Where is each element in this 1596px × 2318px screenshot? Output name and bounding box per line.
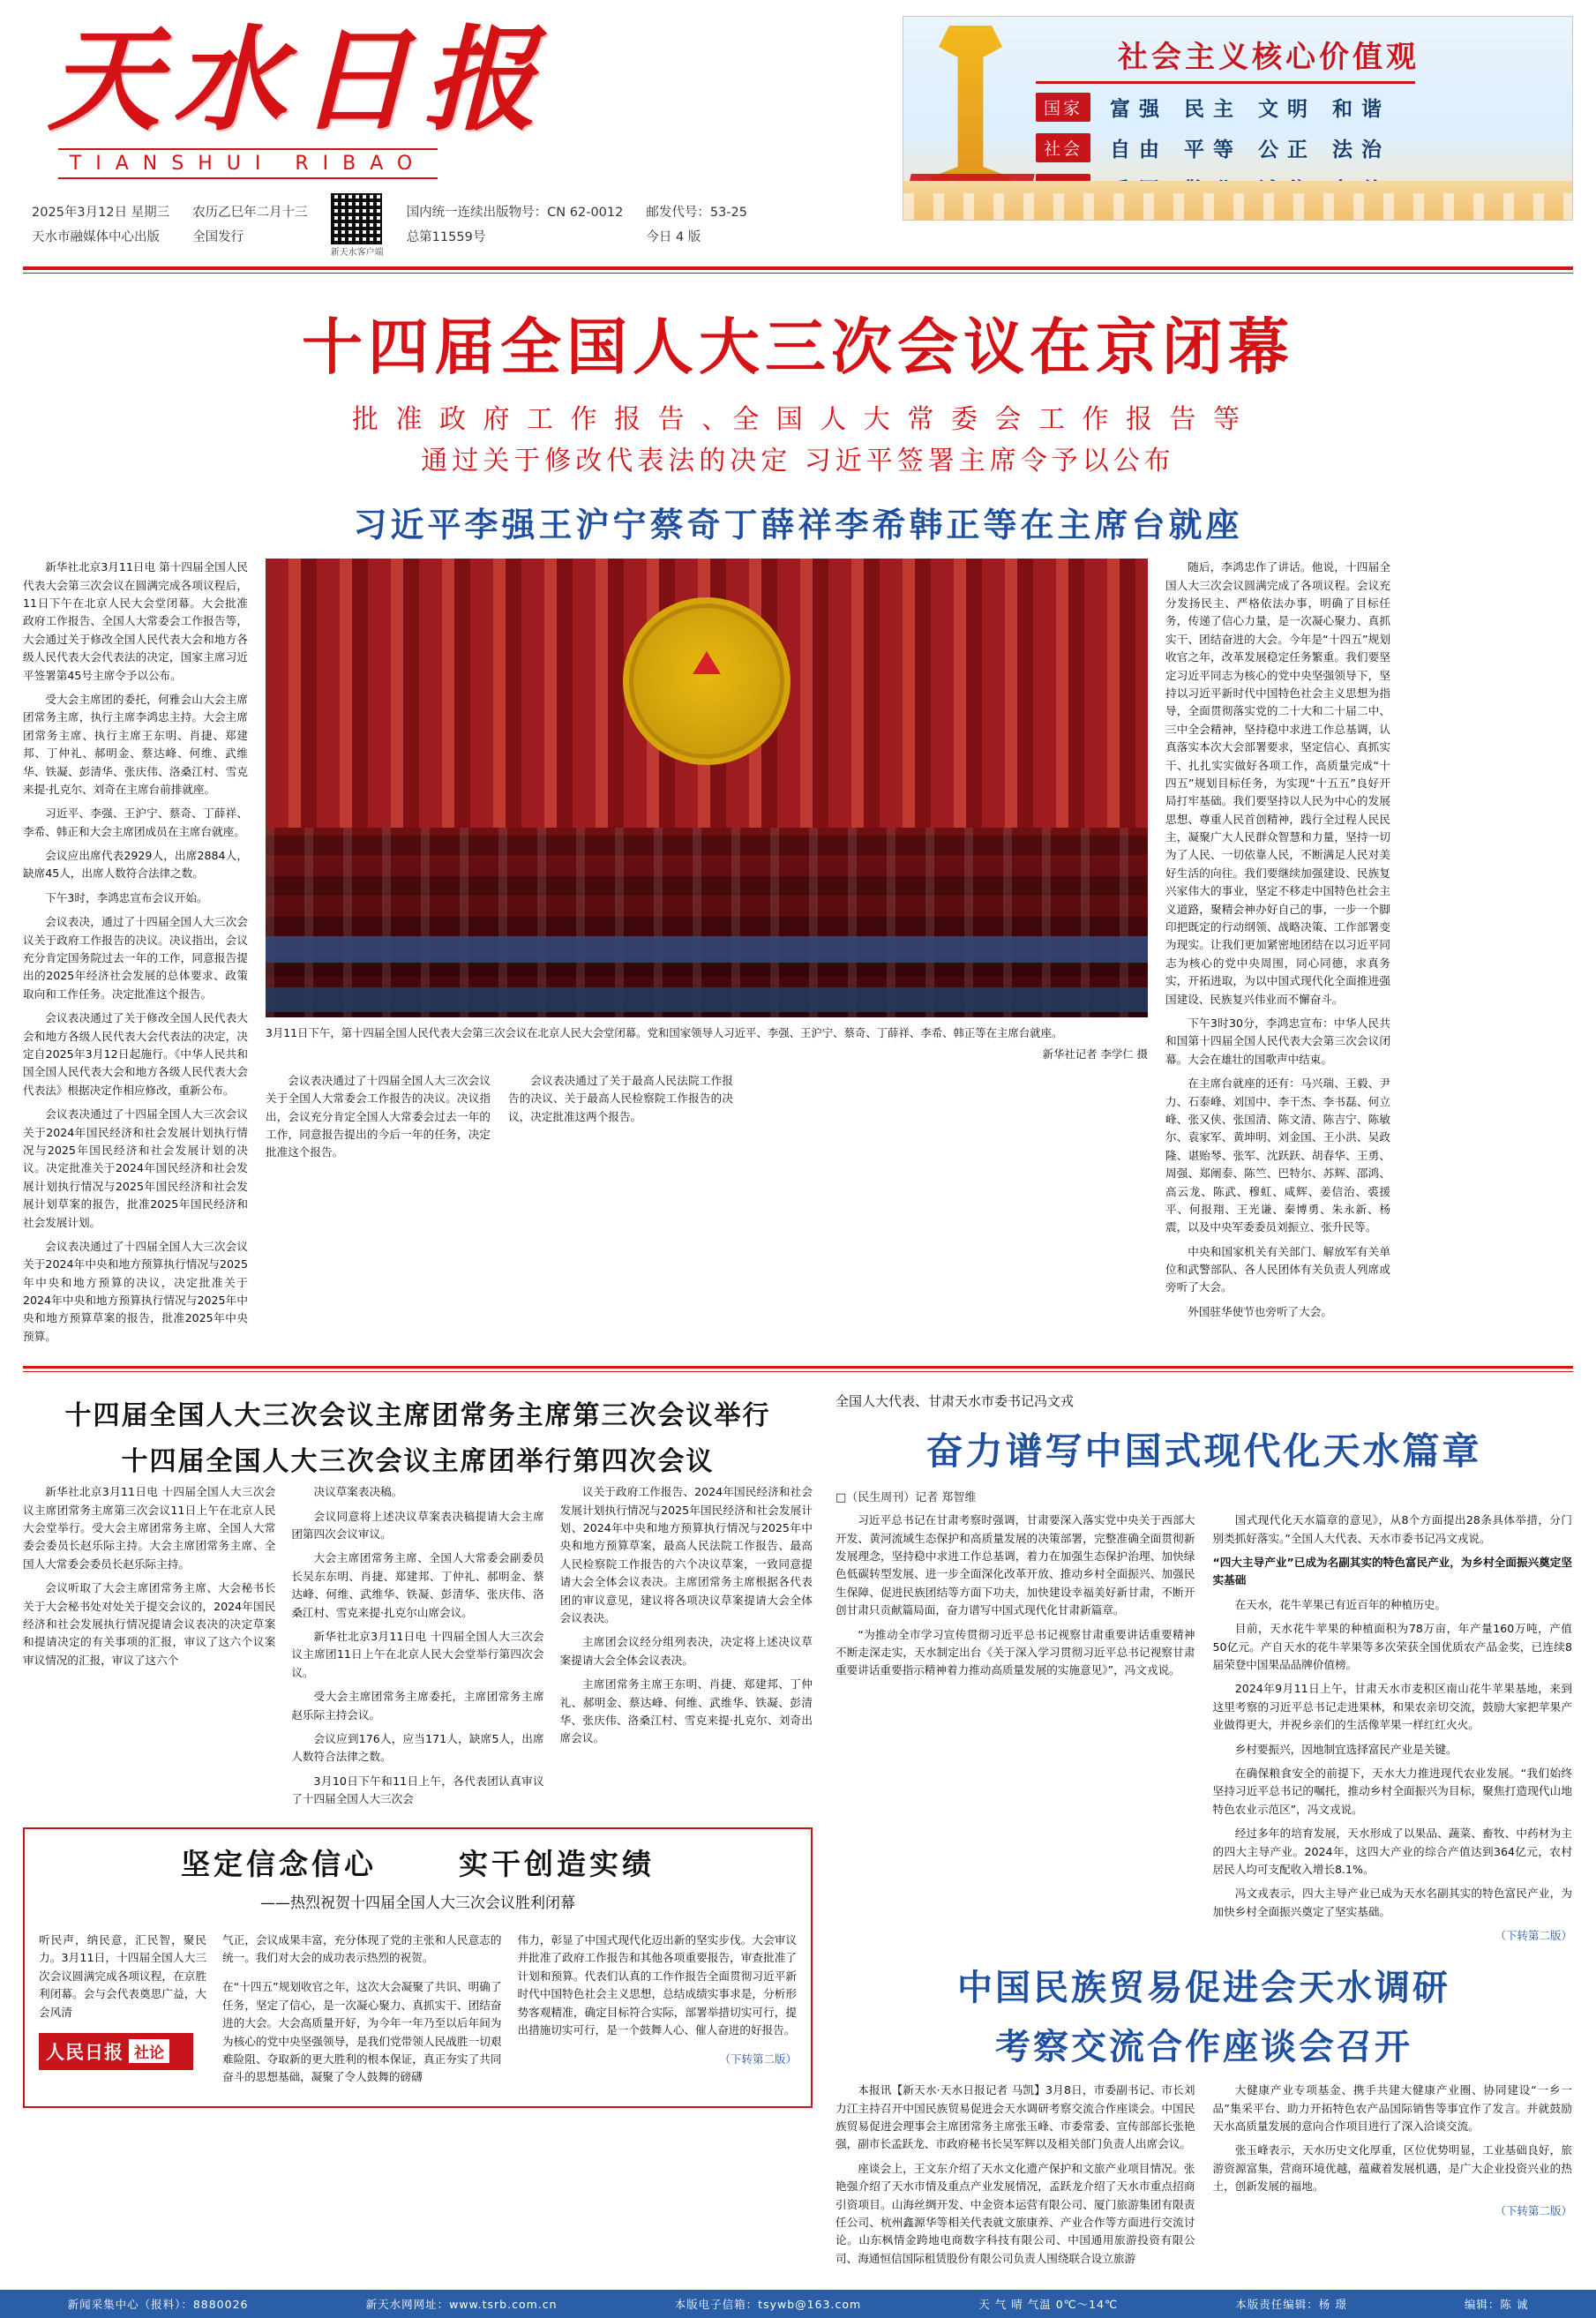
post-code: 邮发代号：53-25 <box>646 206 747 221</box>
paragraph: 国式现代化天水篇章的意见》，从8个方面提出28条具体举措，分门别类抓好落实。”全国人大代表、天水市委书记冯文戎说。 <box>1212 1513 1572 1545</box>
rmrb-tag: 社论 <box>129 2039 169 2063</box>
paragraph: 在主席台就座的还有：马兴瑞、王毅、尹力、石泰峰、刘国中、李干杰、李书磊、何立峰、张又侠、张国清、陈文清、陈吉宁、陈敏尔、袁家军、黄坤明、刘金国、王小洪、吴政隆、谌贻琴、张军、沈跃跃、胡春华、王勇、周强、郑阐泰、陈竺、巴特尔、苏辉、邵鸿、高云龙、陈武、穆虹、咸辉、姜信治、裘援平、何报翔、王光谦、秦博勇、朱永新、杨震，以及中央军委委员刘振立、张升民等。 <box>1165 1076 1390 1234</box>
paragraph: 受大会主席团的委托，何雅会山大会主席团常务主席，执行主席李鸿忠主持。大会主席团常务主席、执行主席王东明、肖捷、郑建邦、丁仲礼、郝明金、蔡达峰、何维、武维华、铁凝、彭清华、张庆伟、洛桑江村、雪克来提·扎克尔、刘奇在主席台前排就座。 <box>23 692 248 796</box>
paragraph: 会议表决通过了十四届全国人大三次会议关于2024年中央和地方预算执行情况与2025年中央和地方预算的决议，决定批准关于2024年中央和地方预算执行情况与2025年中央和地方预算草案的报告，批准2025年中央预算。 <box>23 1239 248 1343</box>
national-emblem-icon <box>623 597 791 765</box>
paragraph: 冯文戎表示，四大主导产业已成为天水名副其实的特色富民产业，为加快乡村全面振兴奠定了坚实基础。 <box>1212 1887 1572 1918</box>
paragraph: 会议应到176人，应当171人，缺席5人，出席人数符合法律之数。 <box>291 1731 544 1764</box>
core-values-words: 自由 平等 公正 法治 <box>1110 138 1391 161</box>
lead-subhead-blue: 习近平李强王沪宁蔡奇丁薛祥李希韩正等在主席台就座 <box>353 505 1243 545</box>
paragraph: 习近平总书记在甘肃考察时强调，甘肃要深入落实党中央关于西部大开发、黄河流域生态保护和高质量发展的决策部署，完整准确全面贯彻新发展理念，坚持稳中求进工作总基调，着力在加强生态保护治理、加快绿色低碳转型发展、进一步全面深化改革开放、推动乡村全面振兴、加强民生保障、促进民族团结等方面下功夫，加快建设幸福美好新甘肃，不断开创甘肃只贡献篇局面，奋力谱写中国式现代化甘肃新篇章。 <box>835 1513 1195 1617</box>
feature-continuation[interactable]: （下转第二版） <box>1495 1929 1572 1943</box>
editorial-body <box>39 1921 797 2098</box>
masthead <box>23 16 1573 258</box>
feature-title: 奋力谱写中国式现代化天水篇章 <box>925 1429 1482 1474</box>
issue-number: 总第11559号 <box>406 229 486 244</box>
section-divider <box>23 1366 1573 1369</box>
paragraph: 新华社北京3月11日电 第十四届全国人民代表大会第三次会议在圆满完成各项议程后，11日下午在北京人民大会堂闭幕。大会批准政府工作报告、全国人大常委会工作报告等，大会通过关于修改全国人民代表大会和地方各级人民代表大会代表法的决定，国家主席习近平签署第45号主席令予以公布。 <box>23 560 248 682</box>
core-values-tag: 社会 <box>1036 133 1090 162</box>
newspaper-pinyin: TIANSHUI RIBAO <box>58 148 438 179</box>
lead-body <box>23 559 1573 1352</box>
lead-column-right <box>1165 559 1390 1352</box>
lead-column-mid-1 <box>266 1072 491 1168</box>
paragraph: 伟力，彰显了中国式现代化迈出新的坚实步伐。大会审议并批准了政府工作报告和其他各项重要报告，审查批准了计划和预算。代表们认真的工作作报告全面贯彻习近平新时代中国特色社会主义思想，总结成绩实事求是，分析形势客观精准，确定目标符合实际，部署举措切实可行，提出措施切实可行，是一个鼓舞人心、催人奋进的好报告。 <box>517 1933 797 2037</box>
paragraph: 下午3时，李鸿忠宣布会议开始。 <box>45 890 208 904</box>
paragraph: 大健康产业专项基金、携手共建大健康产业圈、协同建设“一乡一品”集采平台、助力开拓特色农产品国际销售等事宜作了发言。并就鼓励天水高质量发展的意向合作项目进行了深入洽谈交流。 <box>1212 2083 1572 2134</box>
lead-column-mid-2 <box>508 1072 733 1168</box>
footer-item: 天 气 晴 气温 0℃～14℃ <box>978 2298 1119 2312</box>
paragraph: 习近平、李强、王沪宁、蔡奇、丁薛祥、李希、韩正和大会主席团成员在主席台就座。 <box>23 806 248 838</box>
presidium-col-3 <box>560 1483 813 1814</box>
paragraph: 主席团会议经分组列表决，决定将上述决议草案提请大会全体会议表决。 <box>559 1635 813 1667</box>
trade-continuation[interactable]: （下转第二版） <box>1495 2203 1572 2217</box>
caption-columns <box>266 1072 1148 1168</box>
editorial-col-2 <box>222 1921 502 2098</box>
presidium-col-2 <box>291 1483 543 1814</box>
paragraph: 会议表决通过了关于修改全国人民代表大会和地方各级人民代表大会代表法的决定，决定自2025年3月12日起施行。《中华人民共和国全国人民代表大会和地方各级人民代表大会代表法》根据决定作相应修改，重新公布。 <box>23 1011 248 1097</box>
core-values-title: 社会主义核心价值观 <box>1118 40 1420 75</box>
masthead-meta <box>32 193 888 258</box>
cn-code: 国内统一连续出版物号：CN 62-0012 <box>406 206 624 221</box>
paragraph: 会议同意将上述决议草案表决稿提请大会主席团第四次会议审议。 <box>291 1509 544 1542</box>
footer-item[interactable]: 本版电子信箱：tsywb@163.com <box>674 2298 862 2312</box>
paragraph: 会议表决通过了十四届全国人大三次会议关于2024年国民经济和社会发展计划执行情况与2025年国民经济和社会发展计划的决议。决定批准关于2024年国民经济和社会发展计划执行情况与2025年国民经济和社会发展计划草案的报告，批准2025年国民经济和社会发展计划。 <box>23 1107 248 1229</box>
page-footer <box>0 2290 1596 2318</box>
newspaper-title: 天水日报 <box>48 14 550 146</box>
qr-code-icon[interactable] <box>331 193 382 244</box>
photo-caption <box>266 1024 1148 1063</box>
paragraph: 会议表决通过了关于最高人民法院工作报告的决议、关于最高人民检察院工作报告的决议，决定批准这两个报告。 <box>508 1073 733 1123</box>
masthead-lunar-col <box>192 201 308 250</box>
feature-subhead: “四大主导产业”已成为名副其实的特色富民产业，为乡村全面振兴奠定坚实基础 <box>1212 1556 1572 1587</box>
middle-section <box>23 1386 1573 2274</box>
rmrb-badge <box>39 2033 193 2070</box>
paragraph: 经过多年的培育发展，天水形成了以果品、蔬菜、畜牧、中药材为主的四大主导产业。2024年，这四大产业的综合产值达到364亿元，农村居民人均可支配收入增长8.1%。 <box>1212 1827 1572 1876</box>
paragraph: 大会主席团常务主席、全国人大常委会副委员长吴东东明、肖捷、郑建邦、丁仲礼、郝明金、蔡达峰、何维、武维华、铁凝、彭清华、张庆伟、洛桑江村、雪克来提·扎克尔山席会议。 <box>291 1551 544 1619</box>
footer-item[interactable]: 新天水网网址：www.tsrb.com.cn <box>365 2298 558 2312</box>
lead-column-left <box>23 559 248 1352</box>
issue-date: 2025年3月12日 星期三 <box>32 206 170 221</box>
core-values-row <box>1036 93 1572 122</box>
paragraph: 目前，天水花牛苹果的种植面积为78万亩，年产量160万吨，产值50亿元。产自天水的花牛苹果等多次荣获全国优质农产品金奖，已连续8届荣登中国果品品牌价值榜。 <box>1212 1622 1572 1671</box>
paragraph: 新华社北京3月11日电 十四届全国人大三次会议主席团11日上午在北京人民大会堂举行第四次会议。 <box>291 1629 544 1679</box>
lead-subhead-1: 批 准 政 府 工 作 报 告 、全 国 人 大 常 委 会 工 作 报 告 等 <box>351 404 1245 436</box>
lunar-date: 农历乙巳年二月十三 <box>192 206 308 221</box>
paragraph: 会议听取了大会主席团常务主席、大会秘书长关于大会秘书处对处关于提交会议的，2024年国民经济和社会发展执行情况提请会议表决的决定草案和提请决定的有关事项的汇报，审议了这六个议案审议情况的汇报，审议了这六个 <box>23 1581 276 1667</box>
editorial-subtitle: ——热烈祝贺十四届全国人大三次会议胜利闭幕 <box>260 1894 575 1912</box>
paragraph: 气正，会议成果丰富，充分体现了党的主张和人民意志的统一。我们对大会的成功表示热烈的祝贺。 <box>222 1933 502 1965</box>
paragraph: 会议应出席代表2929人，出席2884人，缺席45人，出席人数符合法律之数。 <box>23 849 248 881</box>
paragraph: 下午3时30分，李鸿忠宣布：中华人民共和国第十四届全国人民代表大会第三次会议闭幕。大会在雄壮的国歌声中结束。 <box>1165 1016 1390 1066</box>
paragraph: 新华社北京3月11日电 十四届全国人大三次会议主席团常务主席第三次会议11日上午在北京人民大会堂举行。受大会主席团常务主席、全国人大常委会委员长赵乐际主持。大会主席团常务主席、全国人大常委会委员长赵乐际主持。 <box>23 1485 276 1571</box>
paragraph: 会议表决通过了十四届全国人大三次会议关于全国人大常委会工作报告的决议。决议指出，会议充分肯定全国人大常委会过去一年的工作，同意报告提出的今后一年的任务，决定批准这个报告。 <box>266 1073 491 1159</box>
feature-byline: □（民生周刊）记者 郑智维 <box>835 1491 977 1505</box>
paragraph: 主席团常务主席王东明、肖捷、郑建邦、丁仲礼、郝明金、蔡达峰、何维、武维华、铁凝、彭清华、张庆伟、洛桑江村、雪克来提·扎克尔、刘奇出席会议。 <box>559 1677 813 1745</box>
feature-kicker: 全国人大代表、甘肃天水市委书记冯文戎 <box>835 1393 1075 1410</box>
skyline-decoration <box>903 181 1572 220</box>
rmrb-name: 人民日报 <box>46 2040 124 2063</box>
editorial-col-3 <box>518 1921 798 2098</box>
front-desk <box>266 987 1148 1012</box>
masthead-divider <box>23 266 1573 270</box>
lead-headline: 十四届全国人大三次会议在京闭幕 <box>302 311 1294 384</box>
trade-title-2: 考察交流合作座谈会召开 <box>995 2026 1412 2068</box>
qr-code-wrap[interactable] <box>331 193 384 258</box>
paragraph: 会议表决，通过了十四届全国人大三次会议关于政府工作报告的决议。决议指出，会议充分肯定国务院过去一年的工作，同意报告提出的2025年经济社会发展的总体要求、政策取向和工作任务。决定批准这个报告。 <box>23 915 248 1001</box>
paragraph: 决议草案表决稿。 <box>313 1485 403 1499</box>
section-divider-thin <box>23 1371 1573 1372</box>
lead-photo-block <box>266 559 1148 1352</box>
paragraph: 在“十四五”规划收官之年，这次大会凝聚了共识、明确了任务，坚定了信心，是一次凝心聚力、真抓实干、团结奋进的大会。大会高质量开好，为今年一年乃至以后年间为为核心的党中央坚强领导，是我们党带领人民战胜一切艰难险阻、夺取新的更大胜利的根本保证，真正夯实了共同奋斗的思想基础，凝聚了令人鼓舞的磅礴 <box>222 1980 502 2084</box>
paragraph: 议关于政府工作报告、2024年国民经济和社会发展计划执行情况与2025年国民经济和社会发展计划、2024年中央和地方预算执行情况与2025年中央和地方预算草案，最高人民法院工作报告、最高人民检察院工作报告的六个决议草案，一致同意提请大会全体会议表决。主席团常务主席根据各代表团的审议意见，建议将各项决议草案提请大会全体会议表决。 <box>559 1485 813 1624</box>
presidium-col-1 <box>23 1483 275 1814</box>
feature-col-1 <box>835 1512 1195 1951</box>
paragraph: 3月10日下午和11日上午，各代表团认真审议了十四届全国人大三次会 <box>291 1774 544 1806</box>
core-values-words: 富强 民主 文明 和谐 <box>1110 97 1391 121</box>
footer-item: 本版责任编辑：杨 璟 <box>1235 2298 1347 2312</box>
feature-col-2 <box>1213 1512 1573 1951</box>
qr-code-label: 新天水客户端 <box>330 248 384 259</box>
paragraph: 乡村要振兴，因地制宜选择富民产业是关键。 <box>1234 1742 1457 1756</box>
editorial-title-left: 坚定信念信心 <box>181 1846 378 1881</box>
core-values-row <box>1036 133 1572 162</box>
masthead-post-col <box>646 201 747 250</box>
editorial-title-right: 实干创造实绩 <box>458 1846 655 1881</box>
editorial-box <box>23 1827 813 2109</box>
editorial-title <box>39 1842 797 1883</box>
trade-col-1 <box>835 2082 1195 2274</box>
paragraph: 听民声，纳民意，汇民智，聚民力。3月11日，十四届全国人大三次会议圆满完成各项议程，在京胜利闭幕。会与会代表奠思广益，大会风清 <box>39 1933 206 2019</box>
feature-block <box>835 1386 1572 2274</box>
paragraph: 在确保粮食安全的前提下，天水大力推进现代农业发展。“我们始终坚持习近平总书记的嘱托，推动乡村全面振兴为目标，聚焦打造现代山地特色农业示范区”，冯文戎说。 <box>1212 1766 1572 1816</box>
paragraph: 外国驻华使节也旁听了大会。 <box>1188 1304 1332 1318</box>
footer-item: 编辑：陈 诚 <box>1464 2298 1529 2312</box>
core-values-banner <box>903 16 1573 221</box>
core-values-underline <box>1036 81 1415 84</box>
trade-columns <box>835 2082 1572 2274</box>
presidium-desk <box>266 936 1148 963</box>
footer-item: 新闻采集中心（报料）：8880026 <box>67 2298 249 2312</box>
masthead-date-col <box>32 201 169 250</box>
presidium-title-2: 十四届全国人大三次会议主席团举行第四次会议 <box>121 1446 715 1478</box>
paragraph: 受大会主席团常务主席委托，主席团常务主席赵乐际主持会议。 <box>291 1690 544 1722</box>
trade-title-1: 中国民族贸易促进会天水调研 <box>957 1967 1450 2009</box>
editorial-logo-col <box>39 1921 206 2098</box>
masthead-left <box>23 16 888 258</box>
paragraph: 张玉峰表示，天水历史文化厚重，区位优势明显，工业基础良好，旅游资源富集，营商环境优越，蕴藏着发展机遇，是广大企业投资兴业的热土，创新发展的福地。 <box>1212 2143 1572 2194</box>
paragraph: 2024年9月11日上午，甘肃天水市麦积区南山花牛苹果基地，来到这里考察的习近平总书记走进果林，和果农亲切交流，鼓励大家把苹果产业做得更大，并祝乡亲们的生活像苹果一样红红火火。 <box>1212 1682 1572 1732</box>
editorial-continuation[interactable]: （下转第二版） <box>719 2052 797 2067</box>
presidium-block <box>23 1386 813 2274</box>
feature-columns <box>835 1512 1572 1951</box>
publisher: 天水市融媒体中心出版 <box>32 229 160 244</box>
photo-caption-text: 3月11日下午，第十四届全国人民代表大会第三次会议在北京人民大会堂闭幕。党和国家领导人习近平、李强、王沪宁、蔡奇、丁薛祥、李希、韩正等在主席台就座。 <box>266 1026 1063 1040</box>
page-count: 今日 4 版 <box>646 229 701 244</box>
paragraph: 中央和国家机关有关部门、解放军有关单位和武警部队、各人民团体有关负责人列席或旁听了大会。 <box>1165 1244 1390 1294</box>
lead-subhead-2: 通过关于修改代表法的决定 习近平签署主席令予以公布 <box>421 445 1175 476</box>
trade-byline: 本报讯【新天水·天水日报记者 马凯】3月8日，市委副书记、市长刘力江主持召开中国民族贸易促进会天水调研考察交流合作座谈会。中国民族贸易促进会理事会主席团常务主席张玉峰、市委常委、宣传部部长张艳强，副市长孟跃龙、市政府秘书长吴军辉以及相关部门负责人出席会议。 <box>835 2083 1195 2151</box>
paragraph: 随后，李鸿忠作了讲话。他说，十四届全国人大三次会议圆满完成了各项议程。会议充分发扬民主、严格依法办事，明确了目标任务，传递了信心力量，是一次凝心聚力、真抓实干、团结奋进的大会。今年是“十四五”规划收官之年，改革发展稳定任务繁重。我们要坚定习近平同志为核心的党中央坚强领导下，坚持以习近平新时代中国特色社会主义思想为指导，全面贯彻落实党的二十大和二十届二中、三中全会精神，坚持稳中求进工作总基调，认真落实本次大会部署要求，坚定信心、真抓实干、扎扎实实做好各项工作，高质量完成“十四五”规划目标任务，为实现“十五五”良好开局打牢基础。我们要坚持以人民为中心的发展思想、尊重人民首创精神，践行全过程人民民主，凝聚广大人民群众智慧和力量，坚持一切为了人民、一切依靠人民，不断满足人民对美好生活的向往。我们要继续加强建设、民族复兴家伟大的事业，坚定不移走中国特色社会主义道路，聚精会神办好自己的事，一步一个脚印把既定的行动纲领、战略决策、工作部署变为现实。让我们更加紧密地团结在以习近平同志为核心的党中央周围，同心同德，求真务实，开拓进取，为以中国式现代化全面推进强国建设、民族复兴伟业而不懈奋斗。 <box>1165 560 1390 1006</box>
masthead-codes-col <box>407 201 624 250</box>
editorial-col-1 <box>39 1932 206 2022</box>
core-values-tag: 国家 <box>1036 93 1090 122</box>
trade-col-2 <box>1213 2082 1573 2274</box>
congress-photo <box>266 559 1148 1017</box>
masthead-divider-thin <box>23 273 1573 274</box>
presidium-title-1: 十四届全国人大三次会议主席团常务主席第三次会议举行 <box>64 1400 771 1432</box>
photo-credit: 新华社记者 李学仁 摄 <box>1042 1047 1148 1061</box>
paragraph: 在天水，花牛苹果已有近百年的种植历史。 <box>1234 1597 1446 1611</box>
presidium-columns <box>23 1483 813 1814</box>
paragraph: “为推动全市学习宣传贯彻习近平总书记视察甘肃重要讲话重要精神不断走深走实，天水制定出台《关于深入学习贯彻习近平总书记视察甘肃重要讲话重要指示精神着力推动高质量发展的实施意见》”，冯文戎说。 <box>835 1627 1195 1677</box>
distribution: 全国发行 <box>192 229 244 244</box>
paragraph: 座谈会上，王文东介绍了天水文化遗产保护和文旅产业项目情况。张艳强介绍了天水市情及重点产业发展情况，孟跃龙介绍了天水市重点招商引资项目。山海丝绸开发、中金资本运营有限公司、厦门旅游集团有限责任公司、杭州鑫源华等相关代表就文旅康养、产业合作等方面进行交流讨论。山东枫情金跨地电商数字科技有限公司、中国通用旅游投资有限公司、海通恒信国际租赁股份有限公司负责人围绕联合设立旅游 <box>835 2161 1195 2265</box>
